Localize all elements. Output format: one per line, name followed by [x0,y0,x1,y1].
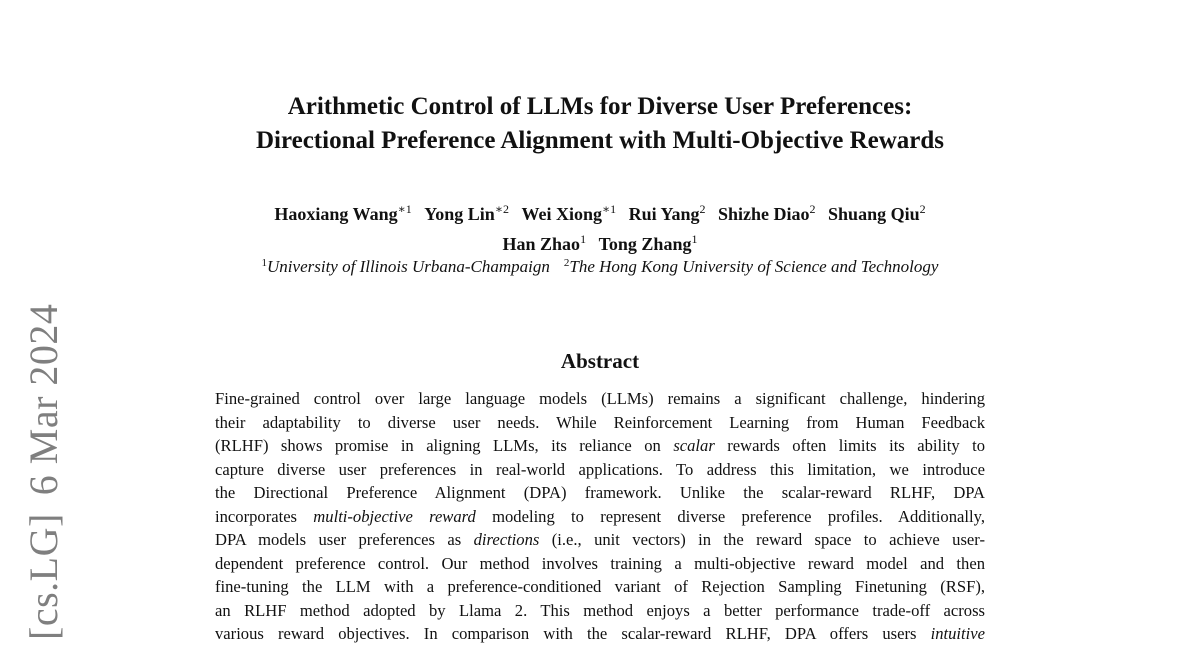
author [718,197,816,227]
abstract-heading: Abstract [560,349,640,373]
author-mark: 2 [699,202,706,216]
abstract-line [215,599,985,623]
author-mark: ∗1 [602,202,617,216]
abstract-line [215,411,985,435]
abstract-line [215,505,985,529]
abstract-text: (i.e., unit vectors) in the reward space to achieve user- [539,530,985,549]
author-mark: 1 [580,232,587,246]
author [521,197,616,227]
author [274,197,411,227]
abstract-text: the Directional Preference Alignment (DPA) framework. Unlike the scalar-reward RLHF, DPA [215,483,985,502]
abstract-emphasis: multi-objective reward [313,506,476,526]
abstract-text: Fine-grained control over large language models (LLMs) remains a significant challenge, hindering [215,389,985,408]
abstract-line [215,575,985,599]
author-name: Yong Lin [424,204,495,224]
abstract-line [215,552,985,576]
title-line: Directional Preference Alignment with Multi-Objective Rewards [255,127,945,154]
abstract-line [215,458,985,482]
author-name: Han Zhao [502,234,581,254]
paper-title [0,90,1200,158]
abstract-line [215,434,985,458]
abstract-text: various reward objectives. In comparison with the scalar-reward RLHF, DPA offers users [215,624,931,643]
abstract-text: capture diverse user preferences in real-world applications. To address this limitation, we introduce [215,459,985,479]
abstract-text: incorporates [215,506,314,526]
abstract-emphasis: intuitive [930,624,985,643]
title-line: Arithmetic Control of LLMs for Diverse User Preferences: [287,93,913,120]
author [629,197,706,227]
author-row [0,197,1200,227]
abstract-line [215,528,985,552]
author-name: Shuang Qiu [828,204,920,224]
abstract-text: DPA models user preferences as [215,530,474,549]
author-mark: 1 [691,232,698,246]
author-name: Haoxiang Wang [274,204,398,224]
abstract-text: dependent preference control. Our method involves training a multi-objective reward model and then [215,553,985,573]
abstract-text: fine-tuning the LLM with a preference-conditioned variant of Rejection Sampling Finetuning (RSF), [215,577,985,596]
arxiv-date: 6 Mar 2024 [21,303,66,496]
author-name: Rui Yang [628,204,700,224]
author-mark: 2 [919,202,926,216]
abstract-text: (RLHF) shows promise in aligning LLMs, its reliance on [215,436,674,455]
abstract-line [215,622,985,646]
abstract-emphasis: scalar [673,436,715,455]
affiliation-name: The Hong Kong University of Science and Technology [569,257,939,276]
author [828,197,926,227]
abstract-emphasis: directions [473,530,540,549]
abstract-text: an RLHF method adopted by Llama 2. This method enjoys a better performance trade-off across [215,600,985,620]
author-mark: ∗2 [494,202,509,216]
abstract-line [215,481,985,505]
author-list [0,197,1200,257]
affiliation-mark: 1 [261,257,268,269]
abstract-body [215,387,985,646]
abstract-text: modeling to represent diverse preference profiles. Additionally, [475,506,985,526]
author-name: Wei Xiong [521,204,602,224]
affiliation-name: University of Illinois Urbana-Champaign [267,257,550,276]
abstract-text: their adaptability to diverse user needs. While Reinforcement Learning from Human Feedback [215,412,985,432]
author-mark: 2 [809,202,816,216]
author [424,197,509,227]
arxiv-category: [cs.LG] [21,513,66,640]
abstract-text: rewards often limits its ability to [714,436,985,455]
affiliation-mark: 2 [563,257,570,269]
author-name: Shizhe Diao [718,204,810,224]
author-name: Tong Zhang [598,234,692,254]
author-mark: ∗1 [397,202,412,216]
abstract-line [215,387,985,411]
affiliations [0,252,1200,278]
